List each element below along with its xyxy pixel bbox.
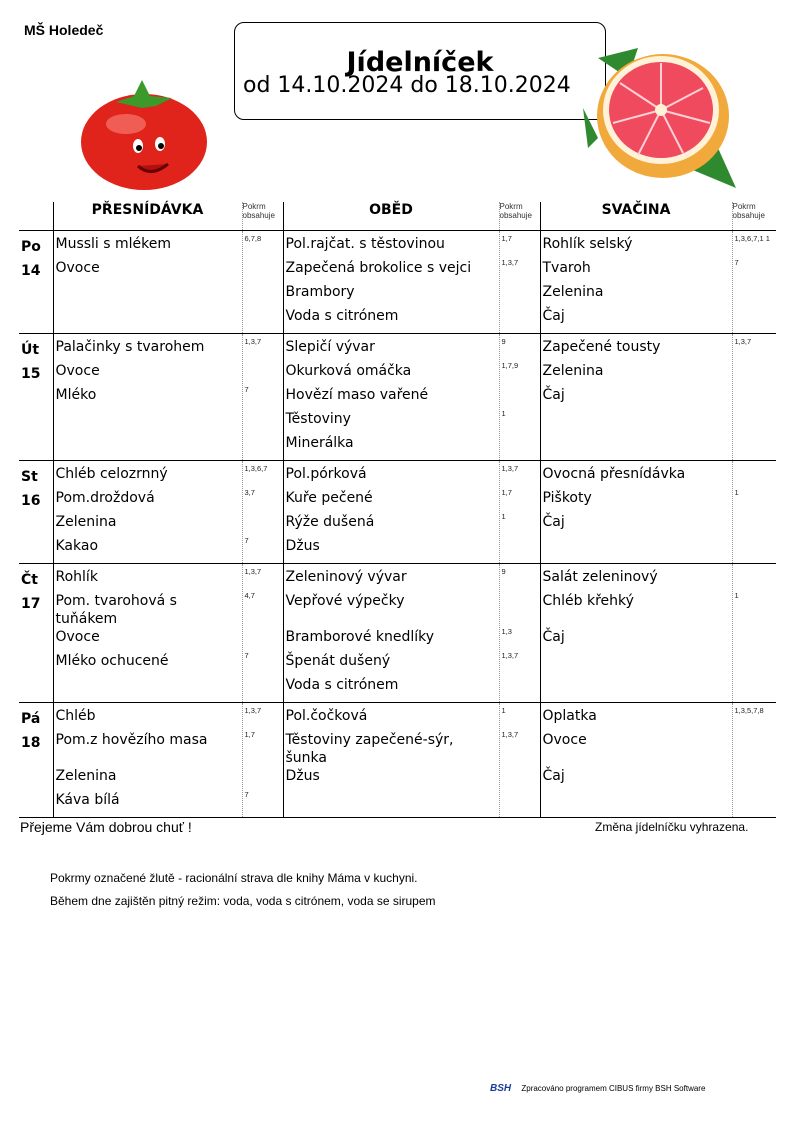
lunch-item: Džus [285, 768, 320, 784]
snack-allergens [733, 676, 777, 700]
snack-cell [540, 231, 732, 334]
snack-cell [540, 461, 732, 564]
lunch-item [284, 791, 499, 815]
snack-item [541, 676, 732, 700]
snack-allergens [733, 767, 777, 791]
breakfast-item: Mléko ochucené [55, 653, 169, 669]
breakfast-item: Palačinky s tvarohem [55, 339, 205, 355]
snack-cell [540, 703, 732, 818]
lunch-allergens [500, 307, 540, 331]
breakfast-item [54, 410, 242, 434]
breakfast-allergens [243, 434, 283, 458]
lunch-item: Voda s citrónem [285, 308, 399, 324]
snack-item: Zelenina [542, 284, 604, 300]
lunch-cell [499, 231, 540, 334]
breakfast-cell [53, 564, 242, 703]
snack-item: Ovocná přesnídávka [542, 466, 686, 482]
lunch-cell [499, 564, 540, 703]
snack-cell [732, 461, 776, 564]
breakfast-header: PŘESNÍDÁVKA [53, 202, 242, 231]
breakfast-cell [53, 461, 242, 564]
lunch-allergens: 1,7 [501, 488, 512, 497]
breakfast-allergens: 7 [244, 385, 249, 394]
snack-allergens [733, 410, 777, 434]
breakfast-item: Mléko [55, 387, 97, 403]
breakfast-item: Kakao [55, 538, 99, 554]
lunch-item: Hovězí maso vařené [285, 387, 429, 403]
lunch-allergens: 1 [501, 409, 506, 418]
snack-allergens [733, 465, 777, 489]
snack-allergens [733, 537, 777, 561]
lunch-item: Zapečená brokolice s vejci [285, 260, 472, 276]
lunch-allergens [500, 791, 540, 815]
snack-cell [540, 564, 732, 703]
lunch-allergens: 9 [501, 567, 506, 576]
lunch-cell [499, 461, 540, 564]
lunch-allergens [500, 767, 540, 791]
lunch-allergens [500, 592, 540, 628]
lunch-item: Špenát dušený [285, 653, 391, 669]
lunch-cell [283, 564, 499, 703]
breakfast-cell [242, 334, 283, 461]
snack-allergens [733, 283, 777, 307]
lunch-item: Vepřové výpečky [285, 593, 405, 609]
snack-allergens: 1 [734, 488, 739, 497]
lunch-header: OBĚD [283, 202, 499, 231]
day-row [19, 703, 776, 818]
snack-item: Zelenina [542, 363, 604, 379]
day-row [19, 564, 776, 703]
lunch-allergens [500, 676, 540, 700]
breakfast-allergens [243, 362, 283, 386]
snack-item [541, 410, 732, 434]
breakfast-allergens [243, 410, 283, 434]
tomato-image [76, 74, 212, 194]
snack-item: Chléb křehký [542, 593, 634, 609]
date-range: od 14.10.2024 do 18.10.2024 [243, 73, 571, 98]
breakfast-item: Pom.droždová [55, 490, 155, 506]
breakfast-allergens [243, 628, 283, 652]
lunch-item: Pol.čočková [285, 708, 368, 724]
breakfast-allergens: 1,3,7 [244, 337, 262, 346]
snack-allergens [733, 307, 777, 331]
lunch-item: Kuře pečené [285, 490, 373, 506]
note-drinking-regime: Během dne zajištěn pitný režim: voda, voda s citrónem, voda se sirupem [50, 894, 436, 908]
breakfast-allergens [243, 283, 283, 307]
snack-item [541, 791, 732, 815]
breakfast-item: Chléb [55, 708, 96, 724]
lunch-item: Brambory [285, 284, 355, 300]
lunch-allergens: 1,3,7 [501, 258, 519, 267]
lunch-cell [283, 231, 499, 334]
snack-item: Tvaroh [542, 260, 591, 276]
breakfast-item: Chléb celozrnný [55, 466, 168, 482]
footer-text: Zpracováno programem CIBUS firmy BSH Software [521, 1084, 706, 1093]
lunch-allergens: 1,7,9 [501, 361, 519, 370]
lunch-allergens [500, 386, 540, 410]
change-reserved-text: Změna jídelníčku vyhrazena. [595, 820, 749, 834]
breakfast-cell [242, 564, 283, 703]
breakfast-cell [53, 334, 242, 461]
snack-item: Čaj [542, 308, 565, 324]
lunch-item: Slepičí vývar [285, 339, 375, 355]
breakfast-allergens: 7 [244, 790, 249, 799]
snack-allergens [733, 386, 777, 410]
day-row [19, 461, 776, 564]
day-cell [19, 703, 53, 818]
lunch-cell [283, 703, 499, 818]
snack-cell [732, 231, 776, 334]
day-row [19, 231, 776, 334]
lunch-item: Voda s citrónem [285, 677, 399, 693]
day-number: 15 [21, 366, 41, 382]
snack-cell [732, 703, 776, 818]
breakfast-item: Ovoce [55, 629, 100, 645]
breakfast-cell [53, 231, 242, 334]
breakfast-allergens [243, 767, 283, 791]
snack-allergens [733, 628, 777, 652]
day-cell [19, 461, 53, 564]
breakfast-allergens: 1,3,6,7 [244, 464, 268, 473]
day-number: 18 [21, 735, 41, 751]
breakfast-allergens: 4,7 [244, 591, 255, 600]
snack-allergens: 1 [734, 591, 739, 600]
day-number: 16 [21, 493, 41, 509]
title-box [234, 22, 606, 120]
lunch-item: Pol.rajčat. s těstovinou [285, 236, 445, 252]
lunch-allergens [500, 434, 540, 458]
breakfast-item [54, 434, 242, 458]
breakfast-item: Pom. tvarohová s tuňákem [55, 593, 177, 627]
day-cell [19, 231, 53, 334]
lunch-allergens: 1 [501, 512, 506, 521]
breakfast-allergens: 1,3,7 [244, 567, 262, 576]
day-number: 14 [21, 263, 41, 279]
footer [490, 1083, 705, 1094]
breakfast-item: Káva bílá [55, 792, 120, 808]
snack-allergens: 7 [734, 258, 739, 267]
snack-allergens [733, 568, 777, 592]
snack-item: Čaj [542, 514, 565, 530]
snack-item [541, 434, 732, 458]
day-name: Út [21, 342, 40, 358]
lunch-allergens [500, 537, 540, 561]
lunch-cell [499, 703, 540, 818]
breakfast-item [54, 307, 242, 331]
breakfast-item: Ovoce [55, 363, 100, 379]
day-cell [19, 564, 53, 703]
note-rational-diet: Pokrmy označené žlutě - racionální strava dle knihy Máma v kuchyni. [50, 871, 418, 885]
day-name: Pá [21, 711, 41, 727]
lunch-cell [499, 334, 540, 461]
bon-appetit-text: Přejeme Vám dobrou chuť ! [20, 819, 192, 835]
grapefruit-image [578, 38, 738, 193]
day-row [19, 334, 776, 461]
lunch-allergens: 1,3,7 [501, 730, 519, 739]
lunch-allergens: 1,3,7 [501, 464, 519, 473]
snack-item: Zapečené tousty [542, 339, 661, 355]
breakfast-allergens [243, 513, 283, 537]
snack-allergens [733, 791, 777, 815]
day-name: Čt [21, 572, 38, 588]
breakfast-item: Mussli s mlékem [55, 236, 172, 252]
snack-allergens [733, 434, 777, 458]
breakfast-cell [53, 703, 242, 818]
lunch-item: Zeleninový vývar [285, 569, 407, 585]
breakfast-allergens: 6,7,8 [244, 234, 262, 243]
snack-allergens [733, 731, 777, 767]
breakfast-item: Pom.z hovězího masa [55, 732, 208, 748]
day-name: Po [21, 239, 41, 255]
breakfast-cell [242, 231, 283, 334]
breakfast-allergens: 1,7 [244, 730, 255, 739]
snack-item [541, 652, 732, 676]
allergen-header: Pokrm obsahuje [732, 202, 776, 231]
snack-item: Ovoce [542, 732, 587, 748]
day-number: 17 [21, 596, 41, 612]
allergen-header: Pokrm obsahuje [242, 202, 283, 231]
breakfast-item: Zelenina [55, 768, 117, 784]
page-title: Jídelníček [346, 47, 494, 78]
breakfast-allergens: 7 [244, 651, 249, 660]
breakfast-item: Ovoce [55, 260, 100, 276]
breakfast-item: Rohlík [55, 569, 98, 585]
lunch-item: Pol.pórková [285, 466, 367, 482]
menu-header-row [19, 202, 776, 231]
breakfast-allergens [243, 307, 283, 331]
lunch-item: Okurková omáčka [285, 363, 412, 379]
school-name: MŠ Holedeč [24, 22, 104, 38]
snack-cell [732, 564, 776, 703]
lunch-allergens: 1 [501, 706, 506, 715]
snack-allergens: 1,3,7 [734, 337, 752, 346]
snack-item: Salát zeleninový [542, 569, 658, 585]
snack-item: Čaj [542, 768, 565, 784]
lunch-allergens: 1,3,7 [501, 651, 519, 660]
lunch-cell [283, 461, 499, 564]
snack-item: Čaj [542, 629, 565, 645]
lunch-item: Minerálka [285, 435, 354, 451]
day-cell [19, 334, 53, 461]
lunch-allergens: 1,3 [501, 627, 512, 636]
snack-item [541, 537, 732, 561]
lunch-allergens [500, 283, 540, 307]
snack-allergens [733, 513, 777, 537]
lunch-item: Džus [285, 538, 320, 554]
menu-table [19, 202, 776, 818]
breakfast-allergens: 1,3,7 [244, 706, 262, 715]
lunch-cell [283, 334, 499, 461]
breakfast-cell [242, 703, 283, 818]
breakfast-allergens: 3,7 [244, 488, 255, 497]
lunch-item: Těstoviny zapečené-sýr, šunka [285, 732, 454, 766]
snack-item: Čaj [542, 387, 565, 403]
breakfast-cell [242, 461, 283, 564]
breakfast-allergens [243, 259, 283, 283]
breakfast-item: Zelenina [55, 514, 117, 530]
lunch-item: Bramborové knedlíky [285, 629, 435, 645]
day-name: St [21, 469, 38, 485]
breakfast-allergens: 7 [244, 536, 249, 545]
snack-allergens [733, 362, 777, 386]
lunch-allergens: 1,7 [501, 234, 512, 243]
snack-cell [540, 334, 732, 461]
breakfast-item [54, 676, 242, 700]
snack-item: Oplatka [542, 708, 597, 724]
breakfast-allergens [243, 676, 283, 700]
snack-header: SVAČINA [540, 202, 732, 231]
lunch-allergens: 9 [501, 337, 506, 346]
snack-item: Piškoty [542, 490, 592, 506]
lunch-item: Těstoviny [285, 411, 351, 427]
lunch-item: Rýže dušená [285, 514, 375, 530]
snack-item: Rohlík selský [542, 236, 633, 252]
allergen-header: Pokrm obsahuje [499, 202, 540, 231]
snack-allergens: 1,3,6,7,1 1 [734, 234, 770, 243]
snack-allergens [733, 652, 777, 676]
breakfast-item [54, 283, 242, 307]
snack-cell [732, 334, 776, 461]
snack-allergens: 1,3,5,7,8 [734, 706, 764, 715]
bsh-logo: BSH [490, 1083, 512, 1094]
